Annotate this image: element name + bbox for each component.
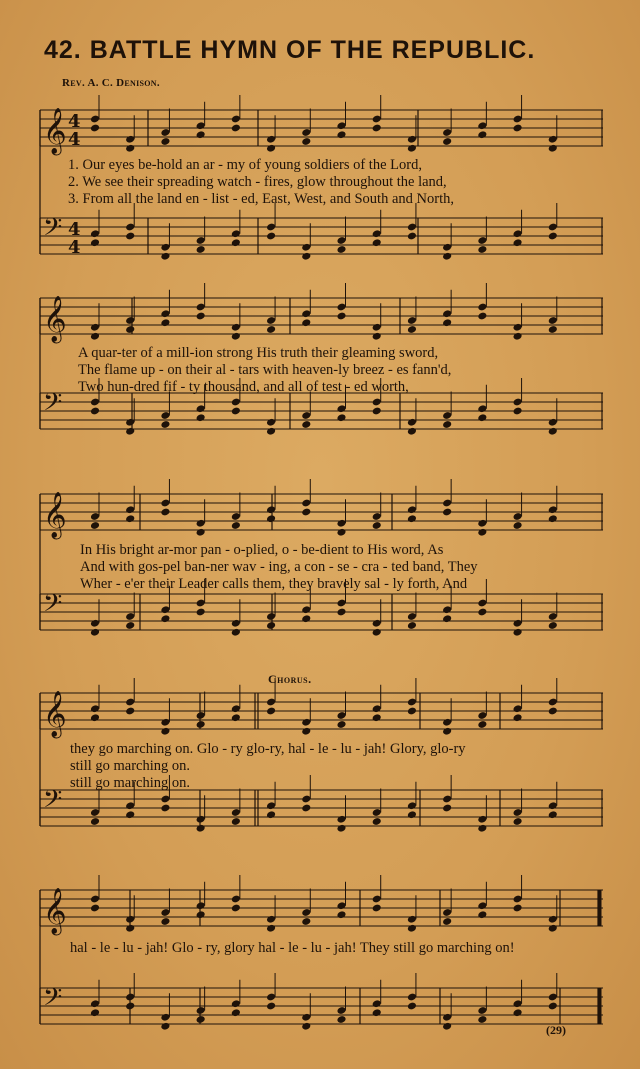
note-head — [336, 720, 346, 729]
note-head — [90, 521, 100, 530]
note-head — [90, 713, 100, 722]
note-head — [160, 614, 170, 623]
note-head — [407, 810, 417, 819]
note-head — [90, 332, 100, 341]
note-head — [90, 238, 100, 247]
note-head — [90, 124, 100, 133]
lyric-line: hal - le - lu - jah! Glo - ry, glory hal - le - lu - jah! They still go marching on! — [70, 940, 515, 956]
note-head — [196, 312, 206, 321]
note-head — [477, 130, 487, 139]
lyric-line: 1. Our eyes be-hold an ar - my of young soldiers of the Lord, — [68, 157, 422, 173]
note-head — [301, 318, 311, 327]
system-1-lyrics — [68, 157, 608, 208]
note-head — [125, 621, 135, 630]
note-head — [372, 713, 382, 722]
note-head — [442, 508, 452, 517]
note-head — [336, 910, 346, 919]
chorus-label: Chorus. — [268, 672, 312, 686]
hymn-author: Rev. A. C. Denison. — [62, 77, 160, 89]
note-head — [548, 325, 558, 334]
lyric-line: still go marching on. — [70, 758, 191, 774]
note-head — [301, 137, 311, 146]
bass-clef: 𝄢 — [43, 785, 63, 820]
bass-clef: 𝄢 — [43, 388, 63, 423]
note-head — [407, 325, 417, 334]
note-head — [372, 238, 382, 247]
bass-clef: 𝄢 — [43, 589, 63, 624]
time-signature-bottom: 4 — [68, 129, 81, 150]
note-head — [336, 608, 346, 617]
note-head — [266, 1002, 276, 1011]
note-head — [513, 521, 523, 530]
note-head — [548, 707, 558, 716]
note-head — [336, 245, 346, 254]
note-head — [513, 1008, 523, 1017]
note-head — [196, 245, 206, 254]
note-head — [160, 727, 170, 736]
note-head — [231, 521, 241, 530]
note-head — [266, 924, 276, 933]
note-head — [477, 1015, 487, 1024]
note-head — [301, 1022, 311, 1031]
note-head — [513, 332, 523, 341]
note-head — [125, 514, 135, 523]
note-head — [125, 325, 135, 334]
system-5-lyrics — [70, 940, 610, 957]
note-head — [160, 252, 170, 261]
note-head — [90, 407, 100, 416]
lyric-line: they go marching on. Glo - ry glo-ry, hal - le - lu - jah! Glory, glo-ry — [70, 741, 466, 757]
lyric-line: Wher - e'er their Leader calls them, they bravely sal - ly forth, And — [80, 576, 468, 592]
note-head — [442, 137, 452, 146]
note-head — [301, 252, 311, 261]
note-head — [477, 528, 487, 537]
note-head — [407, 621, 417, 630]
note-head — [548, 1002, 558, 1011]
note-head — [266, 621, 276, 630]
note-head — [477, 720, 487, 729]
note-head — [231, 628, 241, 637]
note-head — [548, 924, 558, 933]
note-head — [90, 904, 100, 913]
note-head — [372, 817, 382, 826]
note-head — [336, 312, 346, 321]
note-head — [407, 514, 417, 523]
note-head — [125, 810, 135, 819]
note-head — [372, 521, 382, 530]
note-head — [513, 904, 523, 913]
note-head — [266, 707, 276, 716]
note-head — [513, 124, 523, 133]
note-head — [477, 413, 487, 422]
note-head — [442, 1022, 452, 1031]
note-head — [477, 824, 487, 833]
treble-clef: 𝄞 — [43, 492, 67, 538]
treble-clef: 𝄞 — [43, 888, 67, 934]
note-head — [407, 232, 417, 241]
note-head — [160, 318, 170, 327]
note-head — [407, 427, 417, 436]
note-head — [160, 1022, 170, 1031]
note-head — [301, 727, 311, 736]
note-head — [90, 628, 100, 637]
note-head — [548, 621, 558, 630]
system-2-lyrics — [78, 345, 618, 396]
note-head — [513, 713, 523, 722]
lyric-line: still go marching on. — [70, 775, 191, 791]
note-head — [336, 130, 346, 139]
note-head — [125, 232, 135, 241]
note-head — [231, 817, 241, 826]
note-head — [442, 804, 452, 813]
note-head — [442, 727, 452, 736]
time-signature-top: 4 — [68, 111, 81, 132]
note-head — [336, 1015, 346, 1024]
note-head — [407, 707, 417, 716]
note-head — [513, 628, 523, 637]
note-head — [477, 608, 487, 617]
treble-clef: 𝄞 — [43, 691, 67, 737]
system-3-lyrics — [80, 542, 620, 593]
bass-clef: 𝄢 — [43, 983, 63, 1018]
note-head — [548, 232, 558, 241]
note-head — [231, 713, 241, 722]
note-head — [513, 817, 523, 826]
note-head — [513, 238, 523, 247]
note-head — [372, 407, 382, 416]
lyric-line: The flame up - on their al - tars with heaven-ly breez - es fann'd, — [78, 362, 452, 378]
note-head — [231, 238, 241, 247]
note-head — [407, 144, 417, 153]
note-head — [231, 124, 241, 133]
note-head — [548, 427, 558, 436]
lyric-line: 3. From all the land en - list - ed, East, West, and South and North, — [68, 191, 454, 207]
note-head — [477, 910, 487, 919]
page-number: (29) — [546, 1023, 566, 1037]
note-head — [196, 413, 206, 422]
note-head — [196, 130, 206, 139]
note-head — [266, 325, 276, 334]
note-head — [160, 137, 170, 146]
note-head — [407, 924, 417, 933]
note-head — [160, 508, 170, 517]
note-head — [266, 810, 276, 819]
time-signature-bottom: 4 — [68, 237, 81, 258]
note-head — [266, 514, 276, 523]
note-head — [442, 917, 452, 926]
note-head — [336, 824, 346, 833]
hymn-title-text: BATTLE HYMN OF THE REPUBLIC. — [89, 36, 536, 64]
note-head — [442, 614, 452, 623]
note-head — [548, 144, 558, 153]
note-head — [196, 528, 206, 537]
lyric-line: 2. We see their spreading watch - fires, glow throughout the land, — [68, 174, 447, 190]
note-head — [266, 232, 276, 241]
note-head — [266, 144, 276, 153]
note-head — [231, 904, 241, 913]
note-head — [266, 427, 276, 436]
hymn-number: 42. — [44, 36, 82, 64]
note-head — [477, 312, 487, 321]
lyric-line: Two hun-dred fif - ty thousand, and all of test - ed worth, — [78, 379, 409, 395]
note-head — [372, 332, 382, 341]
treble-clef: 𝄞 — [43, 108, 67, 154]
note-head — [301, 614, 311, 623]
note-head — [372, 904, 382, 913]
note-head — [125, 924, 135, 933]
note-head — [160, 917, 170, 926]
lyric-line: In His bright ar-mor pan - o-plied, o - be-dient to His word, As — [80, 542, 444, 558]
note-head — [548, 514, 558, 523]
time-signature-top: 4 — [68, 219, 81, 240]
note-head — [442, 252, 452, 261]
note-head — [336, 528, 346, 537]
note-head — [90, 817, 100, 826]
note-head — [125, 707, 135, 716]
note-head — [90, 1008, 100, 1017]
note-head — [196, 1015, 206, 1024]
note-head — [548, 810, 558, 819]
lyric-line: A quar-ter of a mill-ion strong His truth their gleaming sword, — [78, 345, 439, 361]
note-head — [336, 413, 346, 422]
note-head — [160, 420, 170, 429]
bass-clef: 𝄢 — [43, 213, 63, 248]
note-head — [442, 318, 452, 327]
note-head — [301, 804, 311, 813]
note-head — [196, 910, 206, 919]
note-head — [231, 407, 241, 416]
note-head — [125, 427, 135, 436]
note-head — [125, 144, 135, 153]
note-head — [196, 720, 206, 729]
note-head — [513, 407, 523, 416]
treble-clef: 𝄞 — [43, 296, 67, 342]
note-head — [160, 804, 170, 813]
note-head — [372, 1008, 382, 1017]
note-head — [372, 628, 382, 637]
note-head — [231, 1008, 241, 1017]
note-head — [477, 245, 487, 254]
system-4-lyrics — [70, 741, 610, 792]
note-head — [372, 124, 382, 133]
note-head — [196, 608, 206, 617]
note-head — [125, 1002, 135, 1011]
note-head — [301, 420, 311, 429]
note-head — [231, 332, 241, 341]
note-head — [442, 420, 452, 429]
note-head — [407, 1002, 417, 1011]
note-head — [301, 508, 311, 517]
lyric-line: And with gos-pel ban-ner wav - ing, a con - se - cra - ted band, They — [80, 559, 478, 575]
note-head — [301, 917, 311, 926]
note-head — [196, 824, 206, 833]
